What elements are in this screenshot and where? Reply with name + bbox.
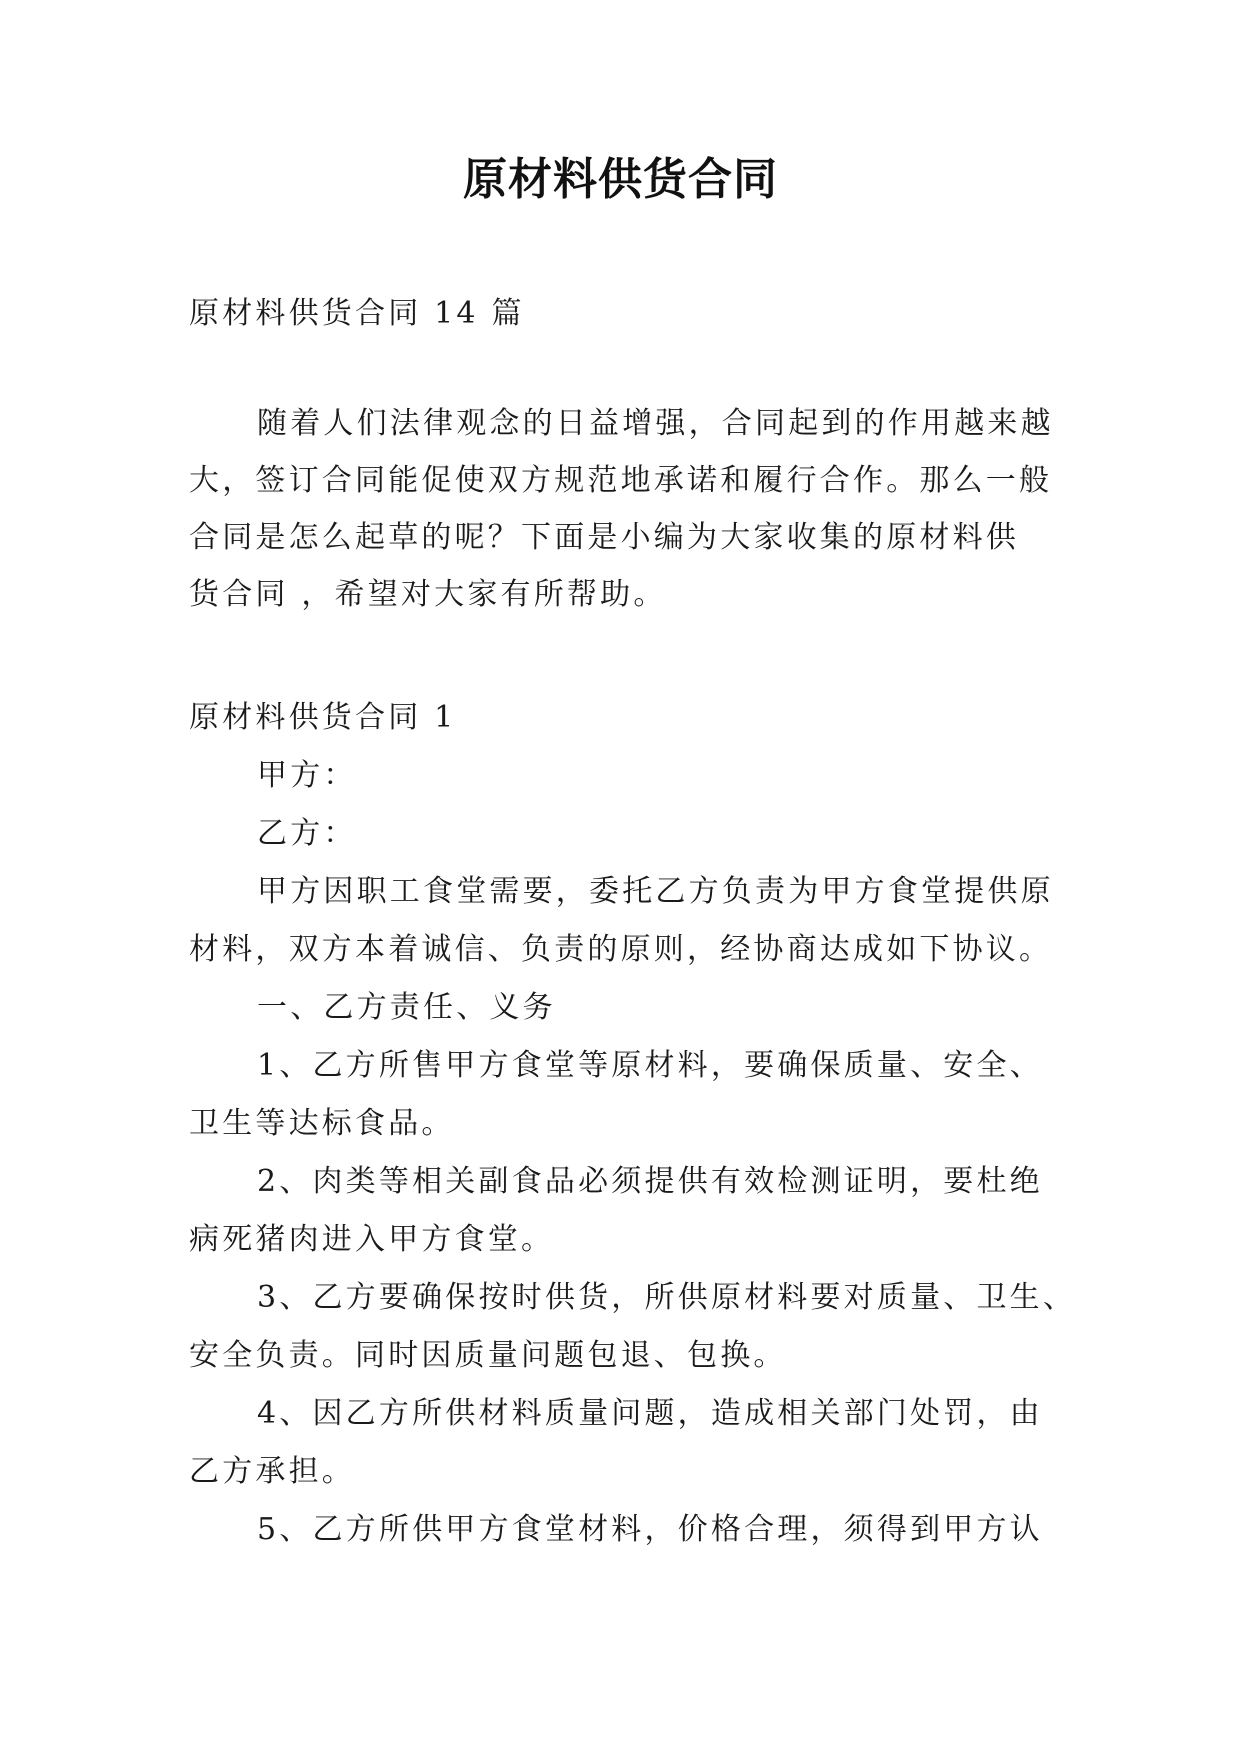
intro-line: 货合同 ，希望对大家有所帮助。 (189, 577, 667, 612)
clause-item-line: 安全负责。同时因质量问题包退、包换。 (189, 1338, 787, 1373)
clause-item-line: 3、乙方要确保按时供货，所供原材料要对质量、卫生、 (257, 1280, 1077, 1315)
clause-item-line: 卫生等达标食品。 (189, 1106, 455, 1141)
clause-item-line: 乙方承担。 (189, 1454, 355, 1489)
clause-item-line: 1、乙方所售甲方食堂等原材料，要确保质量、安全、 (257, 1048, 1043, 1083)
clause-item-line: 4、因乙方所供材料质量问题，造成相关部门处罚，由 (257, 1396, 1043, 1431)
document-title: 原材料供货合同 (463, 154, 778, 205)
preamble-line: 甲方因职工食堂需要，委托乙方负责为甲方食堂提供原 (257, 874, 1054, 909)
intro-line: 大，签订合同能促使双方规范地承诺和履行合作。那么一般 (189, 463, 1053, 498)
intro-line: 随着人们法律观念的日益增强，合同起到的作用越来越 (257, 406, 1054, 441)
clause-item-line: 病死猪肉进入甲方食堂。 (189, 1222, 555, 1257)
section-heading: 原材料供货合同 1 (189, 700, 457, 735)
preamble-line: 材料，双方本着诚信、负责的原则，经协商达成如下协议。 (189, 932, 1053, 967)
intro-line: 合同是怎么起草的呢？下面是小编为大家收集的原材料供 (189, 520, 1019, 555)
party-b-label: 乙方： (257, 816, 357, 851)
document-subtitle: 原材料供货合同 14 篇 (189, 296, 525, 331)
clause-item-line: 5、乙方所供甲方食堂材料，价格合理，须得到甲方认 (257, 1512, 1043, 1547)
clause-heading: 一、乙方责任、义务 (257, 990, 556, 1025)
party-a-label: 甲方： (257, 758, 357, 793)
clause-item-line: 2、肉类等相关副食品必须提供有效检测证明，要杜绝 (257, 1164, 1043, 1199)
